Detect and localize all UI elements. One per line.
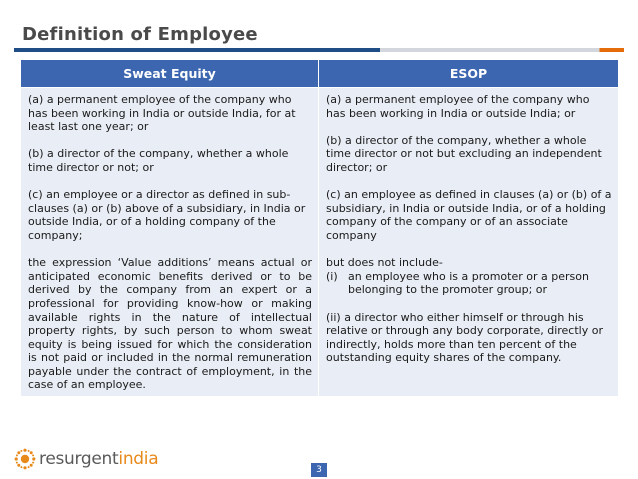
esop-clause-c: (c) an employee as defined in clauses (a) or (b) of a subsidiary, in India or outside India, or of a holding company of the company or of an associate company [326,188,612,242]
exclusion-i-marker: (i) [326,269,338,283]
sunburst-icon [14,448,36,470]
title-underline-bar [14,48,624,52]
esop-exclusion-i [326,270,612,297]
sweat-equity-cell [21,88,319,397]
slide-title: Definition of Employee [22,24,258,45]
esop-cell [319,88,619,397]
esop-clause-a: (a) a permanent employee of the company who has been working in India or outside India; or [326,93,590,120]
table-row [21,88,619,397]
value-additions-definition: the expression ‘Value additions’ means actual or anticipated economic benefits derived or to be derived by the company from an expert or a professional for providing know-how or making available rights in the nature of intellectual property rights, by such person to whom sweat equity is being issued for which the consideration is not paid or included in the normal remuneration payable under the contract of employment, in the case of an employee. [28,256,312,392]
sweat-equity-clause-c: (c) an employee or a director as defined in sub-clauses (a) or (b) above of a subsidiary, in India or outside India, or of a holding company of the company; [28,188,306,242]
page-number: 3 [311,463,327,477]
header-sweat-equity: Sweat Equity [21,60,319,88]
esop-clause-b: (b) a director of the company, whether a whole time director or not but excluding an independent director; or [326,133,602,174]
logo-text-india: india [118,449,159,469]
sweat-equity-clause-b: (b) a director of the company, whether a whole time director or not; or [28,147,289,174]
logo-text [39,449,158,469]
sweat-equity-clause-a: (a) a permanent employee of the company who has been working in India or outside India, for at least last one year; or [28,93,296,134]
table-header-row [21,60,619,88]
resurgent-india-logo [14,447,158,471]
esop-exclusion-intro: but does not include- [326,256,443,270]
esop-exclusion-ii: (ii) a director who either himself or through his relative or through any body corporate, directly or indirectly, holds more than ten percent of the outstanding equity shares of the company. [326,310,603,365]
header-esop: ESOP [319,60,619,88]
logo-text-resurgent: resurgent [39,449,119,469]
exclusion-i-text: an employee who is a promoter or a person belonging to the promoter group; or [348,269,589,297]
definition-table [20,59,619,397]
